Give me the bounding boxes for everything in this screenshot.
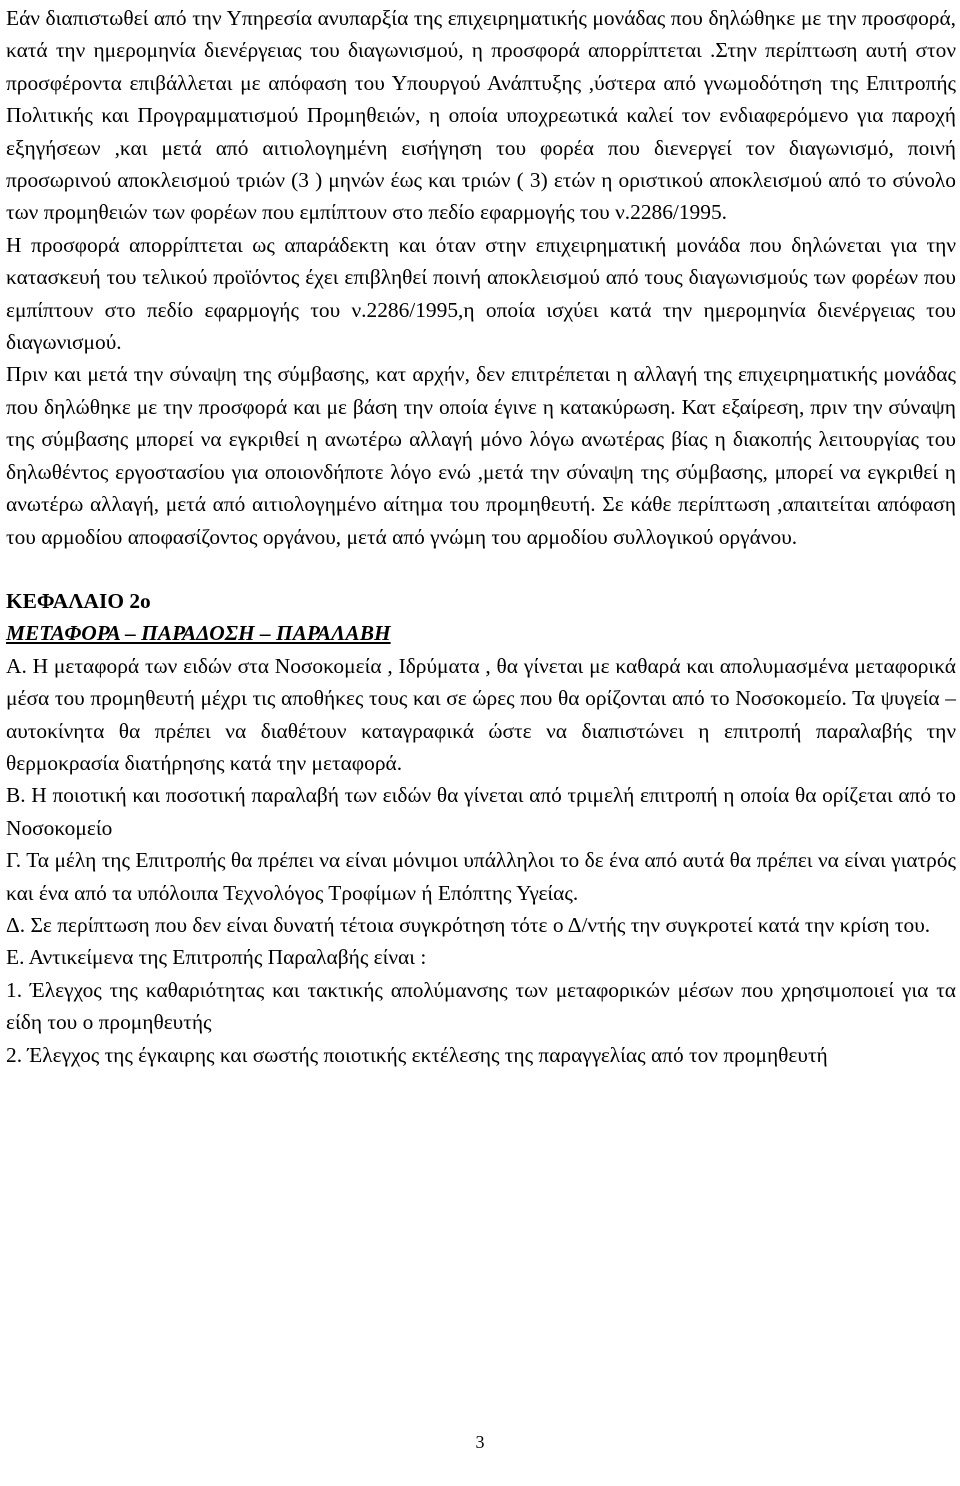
paragraph-inadmissible-bid: Η προσφορά απορρίπτεται ως απαράδεκτη και όταν στην επιχειρηματική μονάδα που δηλώνεται για την κατασκευή του τελικού προϊόντος έχει επιβληθεί ποινή αποκλεισμού από τους διαγωνισμούς των φορέων που εμπίπτουν στο πεδίο εφαρμογής του ν.2286/1995,η οποία ισχύει κατά την ημερομηνία διενέργειας του διαγωνισμού. xyxy=(6,232,956,355)
paragraph-item-d: Δ. Σε περίπτωση που δεν είναι δυνατή τέτοια συγκρότηση τότε ο Δ/ντής την συγκροτεί κατά την κρίση του. xyxy=(6,912,931,937)
paragraph-item-a: Α. Η μεταφορά των ειδών στα Νοσοκομεία , Ιδρύματα , θα γίνεται με καθαρά και απολυμασμένα μεταφορικά μέσα του προμηθευτή μέχρι τις αποθήκες τους και σε ώρες που θα ορίζονται από το Νοσοκομείο. Τα ψυγεία –αυτοκίνητα θα πρέπει να διαθέτουν καταγραφικά ώστε να διαπιστώνει η επιτροπή παραλαβής την θερμοκρασία διατήρησης κατά την μεταφορά. xyxy=(6,653,956,775)
list-item-1: 1. Έλεγχος της καθαριότητας και τακτικής απολύμανσης των μεταφορικών μέσων που χρησιμοποιεί για τα είδη του ο προμηθευτής xyxy=(6,977,956,1035)
page-number: 3 xyxy=(475,1432,485,1452)
paragraph-item-b: Β. Η ποιοτική και ποσοτική παραλαβή των ειδών θα γίνεται από τριμελή επιτροπή η οποία θα ορίζεται από το Νοσοκομείο xyxy=(6,783,956,840)
document-page xyxy=(6,2,956,1071)
paragraph-item-c: Γ. Τα μέλη της Επιτροπής θα πρέπει να είναι μόνιμοι υπάλληλοι το δε ένα από αυτά θα πρέπει να είναι γιατρός και ένα από τα υπόλοιπα Τεχνολόγος Τροφίμων ή Επόπτης Υγείας. xyxy=(6,848,956,905)
list-item-2: 2. Έλεγχος της έγκαιρης και σωστής ποιοτικής εκτέλεσης της παραγγελίας από τον προμηθευτή xyxy=(6,1042,828,1067)
paragraph-business-unit-change: Πριν και μετά την σύναψη της σύμβασης, κατ αρχήν, δεν επιτρέπεται η αλλαγή της επιχειρηματικής μονάδας που δηλώθηκε με την προσφορά και με βάση την οποία έγινε η κατακύρωση. Κατ εξαίρεση, πριν την σύναψη της σύμβασης μπορεί να εγκριθεί η ανωτέρω αλλαγή μόνο λόγω ανωτέρας βίας η διακοπής λειτουργίας του δηλωθέντος εργοστασίου για οποιονδήποτε λόγο ενώ ,μετά την σύναψη της σύμβασης, μπορεί να εγκριθεί η ανωτέρω αλλαγή, μετά από αιτιολογημένο αίτημα του προμηθευτή. Σε κάθε περίπτωση ,απαιτείται απόφαση του αρμοδίου αποφασίζοντος οργάνου, μετά από γνώμη του αρμοδίου συλλογικού οργάνου. xyxy=(6,362,956,549)
chapter-heading: ΚΕΦΑΛΑΙΟ 2ο xyxy=(6,588,151,613)
paragraph-item-e: Ε. Αντικείμενα της Επιτροπής Παραλαβής είναι : xyxy=(6,945,427,970)
paragraph-bid-rejection: Εάν διαπιστωθεί από την Υπηρεσία ανυπαρξία της επιχειρηματικής μονάδας που δηλώθηκε με την προσφορά, κατά την ημερομηνία διενέργειας του διαγωνισμού, η προσφορά απορρίπτεται .Στην περίπτωση αυτή στον προσφέροντα επιβάλλεται με απόφαση του Υπουργού Ανάπτυξης ,ύστερα από γνωμοδότηση της Επιτροπής Πολιτικής και Προγραμματισμού Προμηθειών, η οποία υποχρεωτικά καλεί τον ενδιαφερόμενο για παροχή εξηγήσεων ,και μετά από αιτιολογημένη εισήγηση του φορέα που διενεργεί τον διαγωνισμό, ποινή προσωρινού αποκλεισμού τριών (3 ) μηνών έως και τριών ( 3) ετών η οριστικού αποκλεισμού από το σύνολο των προμηθειών των φορέων που εμπίπτουν στο πεδίο εφαρμογής του ν.2286/1995. xyxy=(6,6,956,225)
section-spacer xyxy=(6,553,956,585)
chapter-subheading: ΜΕΤΑΦΟΡΑ – ΠΑΡΑΔΟΣΗ – ΠΑΡΑΛΑΒΗ xyxy=(6,621,391,646)
